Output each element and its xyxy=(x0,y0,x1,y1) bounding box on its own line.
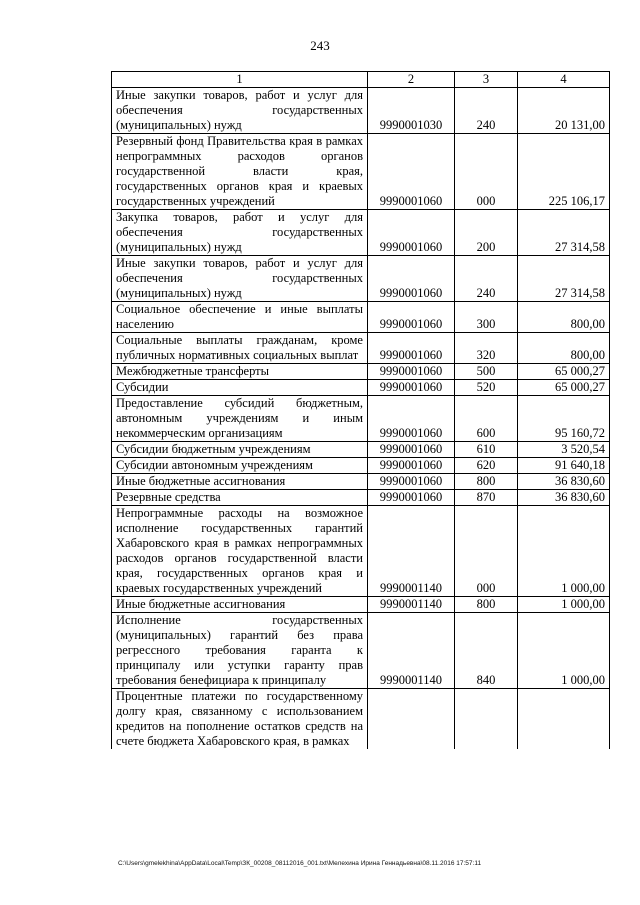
table-row xyxy=(112,210,610,256)
target-code: 9990001060 xyxy=(368,364,455,380)
amount: 3 520,54 xyxy=(518,442,610,458)
target-code: 9990001060 xyxy=(368,134,455,210)
expense-kind: 300 xyxy=(455,302,518,333)
amount: 95 160,72 xyxy=(518,396,610,442)
table-row xyxy=(112,134,610,210)
expense-name: Иные закупки товаров, работ и услуг для обеспечения государственных (муниципальных) нужд xyxy=(112,256,368,302)
target-code: 9990001030 xyxy=(368,88,455,134)
target-code: 9990001060 xyxy=(368,474,455,490)
amount: 1 000,00 xyxy=(518,506,610,597)
expense-name: Субсидии xyxy=(112,380,368,396)
amount: 36 830,60 xyxy=(518,490,610,506)
expense-name: Иные бюджетные ассигнования xyxy=(112,597,368,613)
amount: 27 314,58 xyxy=(518,256,610,302)
expense-kind: 500 xyxy=(455,364,518,380)
amount xyxy=(518,689,610,750)
amount: 65 000,27 xyxy=(518,364,610,380)
target-code: 9990001060 xyxy=(368,490,455,506)
table-row xyxy=(112,490,610,506)
amount: 20 131,00 xyxy=(518,88,610,134)
expense-name: Иные закупки товаров, работ и услуг для обеспечения государственных (муниципальных) нужд xyxy=(112,88,368,134)
table-row xyxy=(112,302,610,333)
target-code: 9990001060 xyxy=(368,333,455,364)
target-code: 9990001140 xyxy=(368,613,455,689)
expense-kind xyxy=(455,689,518,750)
amount: 800,00 xyxy=(518,302,610,333)
table-row xyxy=(112,256,610,302)
target-code: 9990001140 xyxy=(368,597,455,613)
amount: 800,00 xyxy=(518,333,610,364)
target-code xyxy=(368,689,455,750)
expense-name: Иные бюджетные ассигнования xyxy=(112,474,368,490)
expense-kind: 240 xyxy=(455,256,518,302)
expense-kind: 870 xyxy=(455,490,518,506)
amount: 65 000,27 xyxy=(518,380,610,396)
header-cell-1: 1 xyxy=(112,72,368,88)
amount: 225 106,17 xyxy=(518,134,610,210)
expense-kind: 620 xyxy=(455,458,518,474)
expense-name: Предоставление субсидий бюджетным, автономным учреждениям и иным некоммерческим организациям xyxy=(112,396,368,442)
expense-kind: 200 xyxy=(455,210,518,256)
table-row xyxy=(112,506,610,597)
table-row xyxy=(112,458,610,474)
document-footer-path: C:\Users\gmelekhina\AppData\Local\Temp\ЗК_00208_08112016_001.txt\Мелехина Ирина Геннадьевна\08.11.2016 17:57:11 xyxy=(118,860,482,867)
header-cell-2: 2 xyxy=(368,72,455,88)
header-cell-4: 4 xyxy=(518,72,610,88)
expense-name: Резервный фонд Правительства края в рамках непрограммных расходов органов государственной власти края, государственных органов края и краевых государственных учреждений xyxy=(112,134,368,210)
amount: 36 830,60 xyxy=(518,474,610,490)
header-row xyxy=(112,72,610,88)
target-code: 9990001060 xyxy=(368,442,455,458)
amount: 1 000,00 xyxy=(518,613,610,689)
expense-kind: 600 xyxy=(455,396,518,442)
table-row xyxy=(112,613,610,689)
expense-name: Непрограммные расходы на возможное исполнение государственных гарантий Хабаровского края в рамках непрограммных расходов органов государственной власти края, государственных органов края и краевых государственных учреждений xyxy=(112,506,368,597)
expense-name: Социальные выплаты гражданам, кроме публичных нормативных социальных выплат xyxy=(112,333,368,364)
expense-kind: 840 xyxy=(455,613,518,689)
table-row xyxy=(112,396,610,442)
target-code: 9990001060 xyxy=(368,396,455,442)
expense-kind: 000 xyxy=(455,506,518,597)
expense-name: Субсидии бюджетным учреждениям xyxy=(112,442,368,458)
table-row xyxy=(112,442,610,458)
table-row xyxy=(112,333,610,364)
expense-kind: 240 xyxy=(455,88,518,134)
expense-kind: 520 xyxy=(455,380,518,396)
expense-kind: 800 xyxy=(455,597,518,613)
expense-kind: 000 xyxy=(455,134,518,210)
table-row xyxy=(112,474,610,490)
amount: 1 000,00 xyxy=(518,597,610,613)
expense-name: Субсидии автономным учреждениям xyxy=(112,458,368,474)
amount: 27 314,58 xyxy=(518,210,610,256)
target-code: 9990001060 xyxy=(368,210,455,256)
table-row xyxy=(112,689,610,750)
expense-name: Закупка товаров, работ и услуг для обеспечения государственных (муниципальных) нужд xyxy=(112,210,368,256)
expense-kind: 320 xyxy=(455,333,518,364)
expense-name: Межбюджетные трансферты xyxy=(112,364,368,380)
table-row xyxy=(112,597,610,613)
target-code: 9990001140 xyxy=(368,506,455,597)
budget-table xyxy=(111,71,610,749)
target-code: 9990001060 xyxy=(368,380,455,396)
expense-kind: 610 xyxy=(455,442,518,458)
target-code: 9990001060 xyxy=(368,256,455,302)
expense-kind: 800 xyxy=(455,474,518,490)
expense-name: Исполнение государственных (муниципальных) гарантий без права регрессного требования гаранта к принципалу или уступки гаранту прав требования бенефициара к принципалу xyxy=(112,613,368,689)
table-row xyxy=(112,364,610,380)
target-code: 9990001060 xyxy=(368,458,455,474)
table-row xyxy=(112,88,610,134)
expense-name: Социальное обеспечение и иные выплаты населению xyxy=(112,302,368,333)
page-number: 243 xyxy=(310,38,330,53)
amount: 91 640,18 xyxy=(518,458,610,474)
table-row xyxy=(112,380,610,396)
header-cell-3: 3 xyxy=(455,72,518,88)
expense-name: Резервные средства xyxy=(112,490,368,506)
target-code: 9990001060 xyxy=(368,302,455,333)
expense-name: Процентные платежи по государственному долгу края, связанному с использованием кредитов на пополнение остатков средств на счете бюджета Хабаровского края, в рамках xyxy=(112,689,368,750)
